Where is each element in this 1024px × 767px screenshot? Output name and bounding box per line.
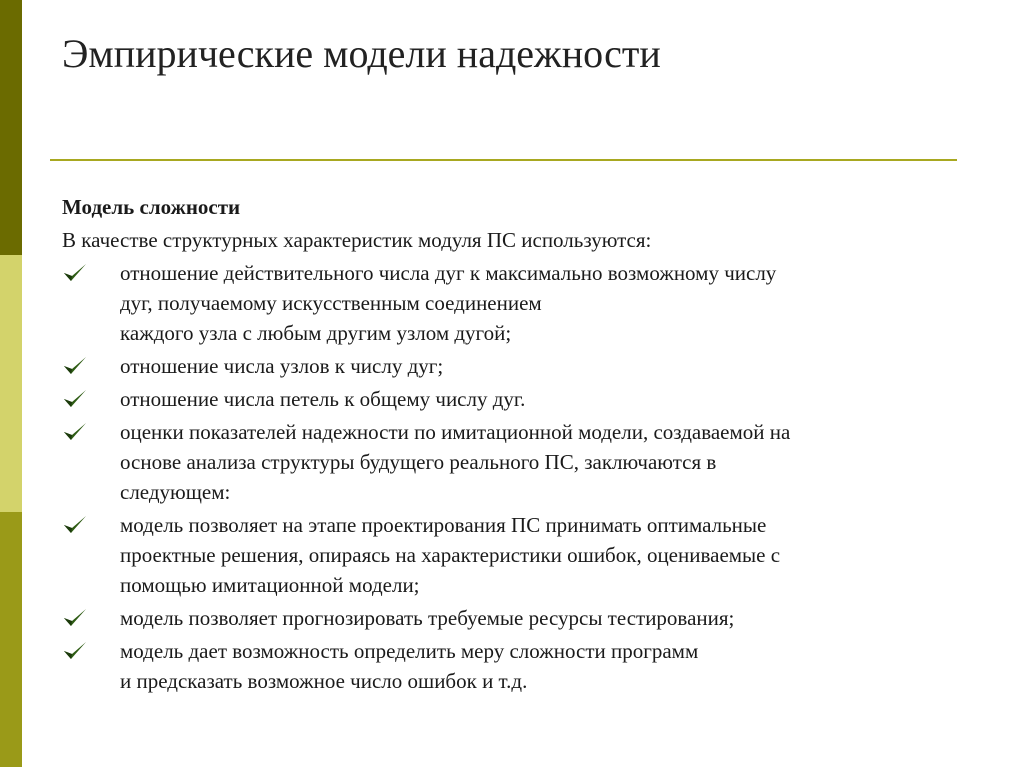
bullet-text-line: модель позволяет на этапе проектирования ПС принимать оптимальные: [120, 513, 767, 537]
side-bar-middle: [0, 255, 22, 512]
bullet-text-line: каждого узла с любым другим узлом дугой;: [120, 321, 512, 345]
bullet-text-line: следующем:: [120, 480, 231, 504]
bullet-item: [62, 417, 962, 507]
bullet-item: [62, 603, 962, 633]
checkmark-arrow-icon: [62, 639, 88, 661]
bullet-text-line: модель дает возможность определить меру сложности программ: [120, 639, 699, 663]
checkmark-arrow-icon: [62, 513, 88, 535]
checkmark-arrow-icon: [62, 420, 88, 442]
bullet-item: [62, 636, 962, 696]
bullet-text-line: модель позволяет прогнозировать требуемые ресурсы тестирования;: [120, 606, 735, 630]
section-heading: Модель сложности: [62, 195, 241, 219]
checkmark-arrow-icon: [62, 354, 88, 376]
bullet-item: [62, 351, 962, 381]
side-bar-bottom: [0, 512, 22, 767]
checkmark-arrow-icon: [62, 606, 88, 628]
bullet-text-line: отношение действительного числа дуг к максимально возможному числу: [120, 261, 777, 285]
bullet-text-line: помощью имитационной модели;: [120, 573, 420, 597]
checkmark-arrow-icon: [62, 387, 88, 409]
title-divider: [50, 159, 957, 161]
bullet-list: [62, 258, 962, 696]
bullet-text-line: оценки показателей надежности по имитационной модели, создаваемой на: [120, 420, 791, 444]
checkmark-arrow-icon: [62, 261, 88, 283]
bullet-item: [62, 258, 962, 348]
bullet-text-line: и предсказать возможное число ошибок и т.д.: [120, 669, 528, 693]
slide-content: [62, 192, 962, 699]
slide-title: Эмпирические модели надежности: [62, 31, 661, 76]
side-bar-top: [0, 0, 22, 255]
bullet-text-line: отношение числа узлов к числу дуг;: [120, 354, 444, 378]
bullet-text-line: дуг, получаемому искусственным соединением: [120, 291, 542, 315]
bullet-text-line: проектные решения, опираясь на характеристики ошибок, оцениваемые с: [120, 543, 781, 567]
intro-text: В качестве структурных характеристик модуля ПС используются:: [62, 228, 652, 252]
bullet-item: [62, 510, 962, 600]
bullet-text-line: отношение числа петель к общему числу дуг.: [120, 387, 526, 411]
bullet-text-line: основе анализа структуры будущего реального ПС, заключаются в: [120, 450, 717, 474]
bullet-item: [62, 384, 962, 414]
